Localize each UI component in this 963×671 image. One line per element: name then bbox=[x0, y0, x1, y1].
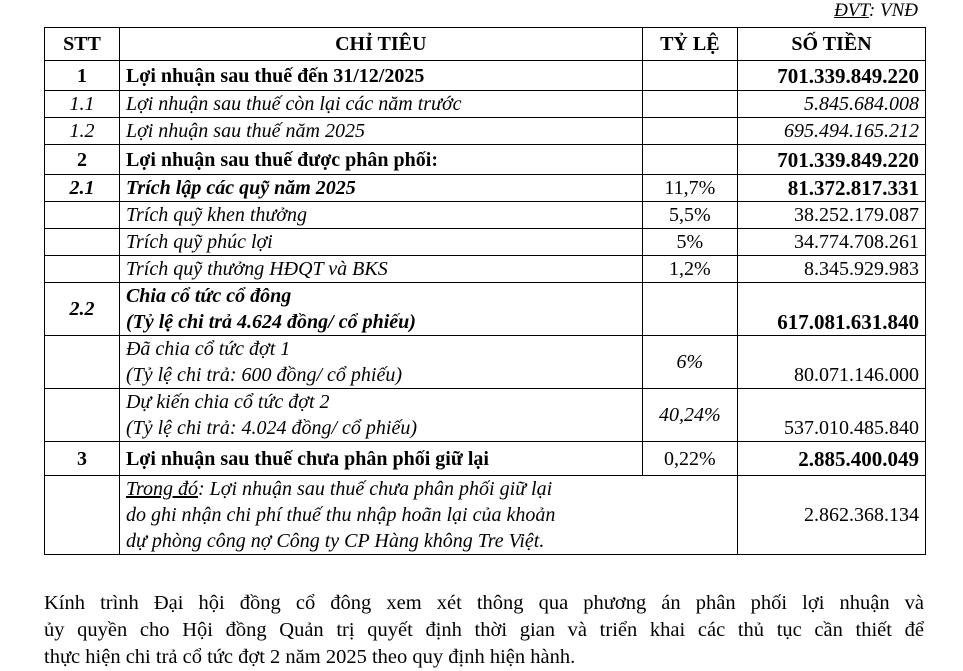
row-amount: 695.494.165.212 bbox=[738, 118, 926, 145]
row-amount: 701.339.849.220 bbox=[738, 61, 926, 91]
row-name-detail: (Tỷ lệ chi trả 4.624 đồng/ cổ phiếu) bbox=[125, 311, 416, 333]
note-stt bbox=[45, 476, 120, 555]
row-name-block bbox=[119, 283, 642, 336]
note-prefix: Trong đó bbox=[125, 478, 199, 500]
row-ratio: 5,5% bbox=[642, 202, 737, 229]
paragraph-line3: thực hiện chi trả cổ tức đợt 2 năm 2025 theo quy định hiện hành. bbox=[44, 646, 576, 668]
row-name: Dự kiến chia cổ tức đợt 2 bbox=[125, 391, 330, 413]
table-row bbox=[45, 91, 926, 118]
row-stt: 2 bbox=[45, 145, 120, 175]
note-line2: do ghi nhận chi phí thuế thu nhập hoãn lại của khoản bbox=[125, 504, 556, 526]
row-amount: 2.885.400.049 bbox=[738, 442, 926, 476]
header-indicator: CHỈ TIÊU bbox=[119, 28, 642, 61]
row-ratio bbox=[642, 91, 737, 118]
table-row bbox=[45, 389, 926, 442]
row-name-detail: (Tỷ lệ chi trả: 4.024 đồng/ cổ phiếu) bbox=[125, 417, 418, 439]
note-amount: 2.862.368.134 bbox=[738, 476, 926, 555]
table-row bbox=[45, 283, 926, 336]
note-text bbox=[119, 476, 737, 555]
row-ratio bbox=[642, 61, 737, 91]
row-name: Trích lập các quỹ năm 2025 bbox=[119, 175, 642, 202]
row-ratio bbox=[642, 283, 737, 336]
currency-unit bbox=[834, 0, 918, 22]
row-stt: 3 bbox=[45, 442, 120, 476]
closing-paragraph bbox=[44, 590, 924, 671]
row-amount: 8.345.929.983 bbox=[738, 256, 926, 283]
row-name-detail: (Tỷ lệ chi trả: 600 đồng/ cổ phiếu) bbox=[125, 364, 403, 386]
paragraph-line1: Kính trình Đại hội đồng cổ đông xem xét thông qua phương án phân phối lợi nhuận và bbox=[44, 592, 924, 614]
row-amount: 617.081.631.840 bbox=[738, 283, 926, 336]
row-name: Lợi nhuận sau thuế được phân phối: bbox=[119, 145, 642, 175]
row-amount: 537.010.485.840 bbox=[738, 389, 926, 442]
row-stt: 1.1 bbox=[45, 91, 120, 118]
row-name: Lợi nhuận sau thuế còn lại các năm trước bbox=[119, 91, 642, 118]
row-name-block bbox=[119, 336, 642, 389]
row-amount: 80.071.146.000 bbox=[738, 336, 926, 389]
header-ratio: TỶ LỆ bbox=[642, 28, 737, 61]
profit-distribution-table bbox=[44, 27, 926, 555]
paragraph-line2: ủy quyền cho Hội đồng Quản trị quyết định thời gian và triển khai các thủ tục cần thiết để bbox=[44, 619, 924, 641]
row-amount: 38.252.179.087 bbox=[738, 202, 926, 229]
row-name-block bbox=[119, 389, 642, 442]
row-ratio: 11,7% bbox=[642, 175, 737, 202]
table-row bbox=[45, 229, 926, 256]
row-amount: 701.339.849.220 bbox=[738, 145, 926, 175]
row-ratio: 6% bbox=[642, 336, 737, 389]
row-name: Lợi nhuận sau thuế đến 31/12/2025 bbox=[119, 61, 642, 91]
row-name: Trích quỹ khen thưởng bbox=[119, 202, 642, 229]
table-row bbox=[45, 61, 926, 91]
table-row bbox=[45, 256, 926, 283]
row-ratio bbox=[642, 118, 737, 145]
table-row bbox=[45, 145, 926, 175]
row-stt: 2.2 bbox=[45, 283, 120, 336]
row-amount: 5.845.684.008 bbox=[738, 91, 926, 118]
row-stt bbox=[45, 202, 120, 229]
note-line1-text: : Lợi nhuận sau thuế chưa phân phối giữ lại bbox=[198, 478, 553, 500]
row-name: Trích quỹ phúc lợi bbox=[119, 229, 642, 256]
header-amount: SỐ TIỀN bbox=[738, 28, 926, 61]
table-header-row bbox=[45, 28, 926, 61]
row-stt bbox=[45, 389, 120, 442]
table-row bbox=[45, 175, 926, 202]
row-stt: 2.1 bbox=[45, 175, 120, 202]
row-name: Lợi nhuận sau thuế năm 2025 bbox=[119, 118, 642, 145]
note-line1 bbox=[126, 476, 731, 502]
row-name: Trích quỹ thưởng HĐQT và BKS bbox=[119, 256, 642, 283]
row-name: Đã chia cổ tức đợt 1 bbox=[125, 338, 291, 360]
row-stt bbox=[45, 336, 120, 389]
note-line3: dự phòng công nợ Công ty CP Hàng không Tre Việt. bbox=[125, 530, 545, 552]
table-row bbox=[45, 202, 926, 229]
row-name: Chia cổ tức cổ đông bbox=[125, 285, 292, 307]
row-ratio bbox=[642, 145, 737, 175]
table-row bbox=[45, 442, 926, 476]
table-row bbox=[45, 118, 926, 145]
row-ratio: 1,2% bbox=[642, 256, 737, 283]
row-amount: 34.774.708.261 bbox=[738, 229, 926, 256]
currency-unit-value: : VNĐ bbox=[868, 0, 918, 21]
row-ratio: 0,22% bbox=[642, 442, 737, 476]
currency-unit-label: ĐVT bbox=[834, 0, 869, 21]
row-stt: 1 bbox=[45, 61, 120, 91]
row-stt: 1.2 bbox=[45, 118, 120, 145]
table-row-note bbox=[45, 476, 926, 555]
row-name: Lợi nhuận sau thuế chưa phân phối giữ lại bbox=[119, 442, 642, 476]
row-ratio: 40,24% bbox=[642, 389, 737, 442]
row-ratio: 5% bbox=[642, 229, 737, 256]
table-row bbox=[45, 336, 926, 389]
row-amount: 81.372.817.331 bbox=[738, 175, 926, 202]
row-stt bbox=[45, 256, 120, 283]
row-stt bbox=[45, 229, 120, 256]
header-stt: STT bbox=[45, 28, 120, 61]
